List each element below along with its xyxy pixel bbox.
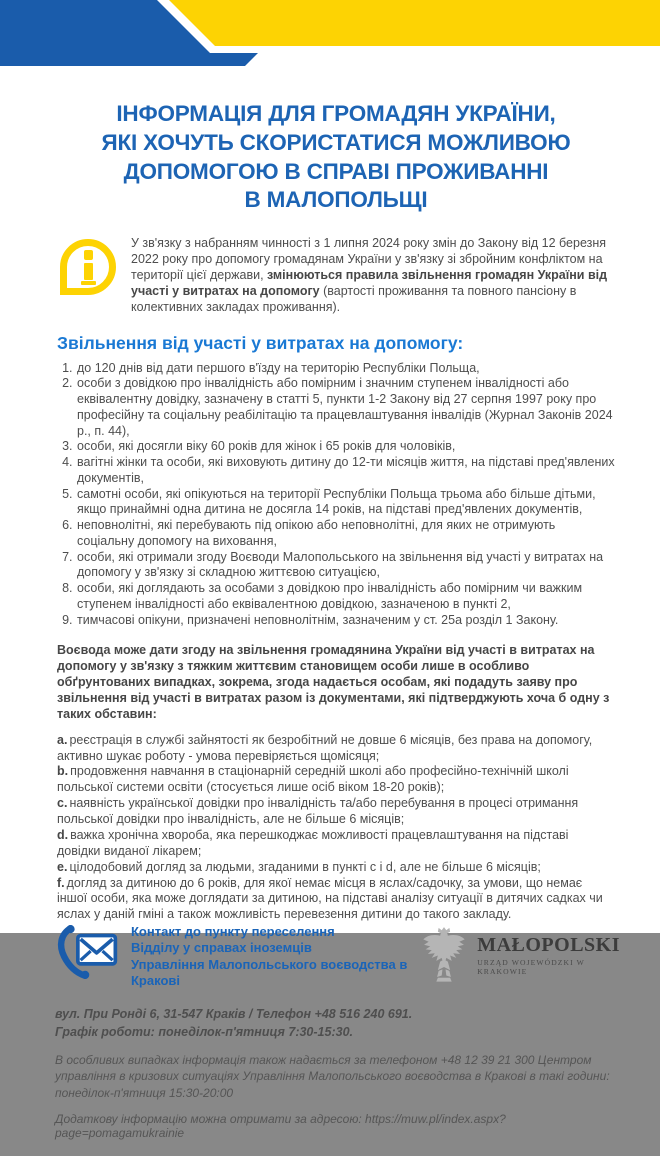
info-icon-foot xyxy=(81,281,96,285)
condition-letter: d. xyxy=(57,827,69,842)
info-icon xyxy=(60,239,116,295)
exemption-item: 6. неповнолітні, які перебувають під опікою або неповнолітні, для яких не отримують соціальну допомогу на виховання, xyxy=(76,518,615,550)
condition-text: продовження навчання в стаціонарній середній школі або професійно-технічній школі польської системи освіти (стосується лише осіб віком 18-20 років); xyxy=(57,764,569,795)
condition-letter: a. xyxy=(57,732,68,747)
section-heading: Звільнення від участі у витратах на допомогу: xyxy=(57,332,464,353)
title-line: ДОПОМОГОЮ В СПРАВІ ПРОЖИВАННІ xyxy=(123,158,549,184)
header-flag-band xyxy=(0,0,660,66)
intro-text-before: У зв'язку з набранням чинності з 1 липня 2024 року змін до Закону від 12 березня 2022 року про допомогу громадянам України у зв'язку зі збройним конфліктом на території цієї держави, xyxy=(131,236,607,282)
footer xyxy=(0,923,660,1156)
additional-info-text xyxy=(55,1112,620,1140)
exemption-item: 3. особи, які досягли віку 60 років для жінок і 65 років для чоловіків, xyxy=(76,439,615,455)
condition-letter: b. xyxy=(57,764,69,779)
intro-paragraph xyxy=(131,236,615,315)
address-block xyxy=(55,1006,620,1041)
condition-text: догляд за дитиною до 6 років, для якої немає міcця в яслах/садочку, за умови, що немає іншої особи, яка може доглядати за дитиною, на підставі аналізу ситуації в дитячих садках чи яслах у даній гміні а також можливість перевезення дитини до такого закладу. xyxy=(57,875,603,922)
condition-item xyxy=(57,796,615,828)
phone-envelope-icon xyxy=(55,923,119,981)
malopolska-logo xyxy=(421,925,620,983)
exemption-item: 2. особи з довідкою про інвалідність або помірним і значним ступенем інвалідності або еквівалентну довідку, зазначену в статті 5, пункти 1-2 Закону від 27 серпня 1997 року про професійну та соціальну реабілітацію та працевлаштування інвалідів (Журнал Законів 2024 р., п. 44), xyxy=(76,376,615,439)
contact-line-1: Контакт до пункту переселення xyxy=(131,924,335,940)
title-line: ІНФОРМАЦІЯ ДЛЯ ГРОМАДЯН УКРАЇНИ, xyxy=(116,101,556,126)
title-line: ЯКІ ХОЧУТЬ СКОРИСТАТИСЯ МОЖЛИВОЮ xyxy=(101,129,571,155)
title-line: В МАЛОПОЛЬЩІ xyxy=(244,187,428,213)
condition-item xyxy=(57,733,615,765)
additional-info-prefix: Додаткову інформацію можна отримати за адресою: xyxy=(55,1111,366,1126)
exemptions-list xyxy=(57,361,615,629)
voivode-consent-paragraph: Воєвода може дати згоду на звільнення громадянина України від участі в витратах на допомогу у зв'язку з тяжким життєвим становищем особи лише в особливо обґрунтованих випадках, зокрема, згода надається особам, які подадуть заяву про звільнення від участі в витратах разом із документами, які підтверджують хоча б одну з таких обставин: xyxy=(57,643,610,721)
condition-text: наявність української довідки про інвалідність та/або перебування в процесі отримання польської довідки про інвалідність, але не більше 6 місяців; xyxy=(57,796,579,827)
intro-text-after: (вартості проживання та повного пансіону в колективних закладах проживання). xyxy=(131,283,577,314)
info-url-link[interactable]: https://muw.pl/index.aspx?page=pomagamukrainie xyxy=(55,1111,506,1140)
special-cases-text: В особливих випадках інформація також надається за телефоном +48 12 39 21 300 Центром управління в кризових ситуаціях Управління Малопольського воєводства в Кракові в такі години: понеділок-п'ятниця 15:30-20:00 xyxy=(55,1053,610,1100)
condition-item xyxy=(57,764,615,796)
exemption-item: 1. до 120 днів від дати першого в'їзду на територію Республіки Польща, xyxy=(76,361,615,377)
condition-letter: c. xyxy=(57,796,68,811)
condition-item xyxy=(57,860,615,876)
condition-item xyxy=(57,828,615,860)
logo-subtitle: URZĄD WOJEWÓDZKI W KRAKOWIE xyxy=(477,958,585,977)
info-icon-dot xyxy=(84,250,93,260)
contact-block xyxy=(55,923,421,989)
condition-letter: f. xyxy=(57,875,65,890)
condition-item xyxy=(57,876,615,924)
hours-line: Графік роботи: понеділок-п'ятниця 7:30-15:30. xyxy=(55,1024,353,1039)
contact-line-3: Управління Малопольського воєводства в Кракові xyxy=(131,956,408,988)
info-icon-stem xyxy=(84,263,93,280)
intro-text-bold: змінюються правила звільнення громадян України від участі у витратах на допомогу xyxy=(131,267,608,298)
condition-letter: e. xyxy=(57,859,68,874)
contact-line-2: Відділу у справах іноземців xyxy=(131,940,312,956)
contact-row xyxy=(55,923,620,989)
page-title xyxy=(57,100,615,215)
exemption-item: 5. самотні особи, які опікуються на території Республіки Польща трьома або більше дітьми, якщо принаймні одна дитина не досягла 14 років, на підставі пред'явлених документів, xyxy=(76,487,615,519)
exemption-item: 4. вагітні жінки та особи, які виховують дитину до 12-ти місяців життя, на підставі пред'явлених документів, xyxy=(76,455,615,487)
intro-section xyxy=(57,236,615,315)
logo-title: MAŁOPOLSKI xyxy=(477,934,620,957)
exemption-item: 8. особи, які доглядають за особами з довідкою про інвалідність або помірним чи важким ступенем інвалідності або еквівалентною довідкою, зазначеною в пункті 2, xyxy=(76,581,615,613)
conditions-list xyxy=(57,733,615,924)
address-line: вул. При Ронді 6, 31-547 Краків / Телефон +48 516 240 691. xyxy=(55,1007,413,1022)
condition-text: реєстрація в службі зайнятості як безробітний не довше 6 місяців, без права на допомогу, активно шукає роботу - умова перевіряється щомісяця; xyxy=(57,732,593,763)
eagle-emblem-icon xyxy=(421,925,467,983)
exemption-item: 7. особи, які отримали згоду Воєводи Малопольського на звільнення від участі у витратах на допомогу у зв'язку зі складною життєвою ситуацією, xyxy=(76,550,615,582)
condition-text: цілодобовий догляд за людьми, згаданими в пункті c і d, але не більше 6 місяців; xyxy=(69,859,541,874)
condition-text: важка хронічна хвороба, яка перешкоджає можливості працевлаштування на підставі довідки виданої лікарем; xyxy=(57,827,569,858)
exemption-item: 9. тимчасові опікуни, призначені неповнолітнім, зазначеним у ст. 25а розділ 1 Закону. xyxy=(76,613,615,629)
